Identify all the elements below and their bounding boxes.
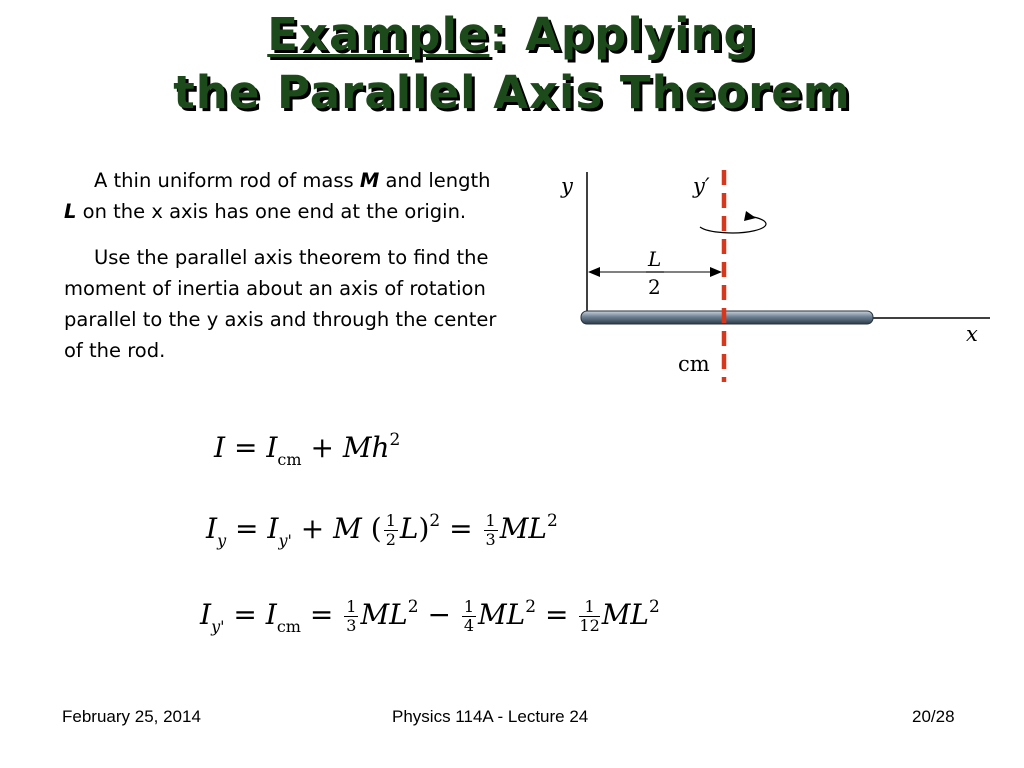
eq3-ML-1: ML (360, 598, 408, 631)
arrowhead-left-icon (588, 267, 600, 277)
footer-course: Physics 114A - Lecture 24 (392, 707, 589, 726)
problem-paragraph-2: Use the parallel axis theorem to find the moment of inertia about an axis of rotation parallel to the y axis and through the center of the rod. (64, 246, 497, 362)
cm-label: cm (678, 352, 710, 376)
eq2-y-subscript: y (217, 531, 227, 550)
eq2-fraction-third (484, 512, 498, 549)
eq2-plus: + (300, 512, 325, 545)
equation-iy-prime (200, 598, 660, 635)
eq1-exponent: 2 (389, 430, 401, 450)
rod-diagram (550, 160, 1000, 390)
eq3-ML-3: ML (601, 598, 650, 631)
footer-date: February 25, 2014 (62, 707, 201, 726)
eq2-M: M (333, 512, 362, 545)
eq3-frac2-den: 4 (463, 616, 475, 635)
eq2-frac1-den: 2 (385, 530, 396, 549)
mass-symbol: M (359, 169, 380, 192)
eq3-exponent-1: 2 (407, 597, 419, 617)
eq2-equals-1: = (235, 512, 259, 545)
para1-text-b: and length (379, 169, 491, 192)
problem-paragraph-1 (64, 165, 509, 227)
eq3-fraction-quarter (462, 598, 476, 635)
eq3-fraction-twelfth (579, 598, 599, 635)
eq3-frac3-den: 12 (579, 616, 600, 635)
title-example-word: Example (267, 8, 490, 61)
eq2-L: L (399, 512, 419, 545)
eq3-frac2-num: 1 (463, 597, 475, 616)
eq2-exponent-2: 2 (546, 511, 558, 531)
eq1-cm-subscript: cm (277, 450, 302, 469)
footer-page-number: 20/28 (912, 707, 955, 726)
length-symbol: L (64, 200, 77, 223)
eq2-frac1-num: 1 (385, 511, 396, 530)
equation-parallel-axis (214, 430, 401, 469)
eq3-frac3-num: 1 (579, 598, 599, 617)
eq3-equals-1: = (233, 598, 257, 631)
half-length-denominator: 2 (648, 275, 661, 299)
para1-text-a: A thin uniform rod of mass (94, 169, 360, 192)
eq3-cm-subscript: cm (276, 617, 301, 636)
eq2-frac2-den: 3 (485, 530, 496, 549)
eq3-fraction-third (344, 598, 358, 635)
title-line-1-rest: : Applying (489, 8, 757, 61)
arrowhead-right-icon (710, 267, 722, 277)
eq2-I2: I (267, 512, 279, 545)
y-prime-axis-label: y′ (693, 174, 710, 198)
rotation-arrow-icon (700, 216, 766, 233)
x-axis-label: x (966, 322, 978, 346)
eq3-frac1-num: 1 (346, 597, 357, 616)
eq2-fraction-half (384, 512, 398, 549)
eq2-right-paren: ) (418, 512, 430, 545)
eq3-yprime-subscript: y' (211, 617, 225, 636)
problem-text (64, 165, 509, 381)
rotation-arrowhead-icon (744, 211, 756, 221)
eq3-equals-3: = (545, 598, 569, 631)
eq2-equals-2: = (449, 512, 473, 545)
rod (581, 311, 873, 324)
eq3-exponent-3: 2 (649, 597, 660, 617)
eq2-ML: ML (499, 512, 547, 545)
equation-iy (206, 512, 558, 549)
eq1-Mh: Mh (342, 431, 390, 464)
eq2-yprime-subscript: y' (278, 531, 292, 550)
eq2-left-paren: ( (370, 512, 382, 545)
eq1-I: I (214, 431, 226, 464)
eq3-ML-2: ML (478, 598, 526, 631)
slide-title (0, 6, 1024, 122)
eq3-I2: I (265, 598, 277, 631)
title-line-1 (0, 6, 1024, 64)
eq2-frac2-num: 1 (485, 511, 496, 530)
y-axis-label: y (561, 174, 573, 198)
para1-text-c: on the x axis has one end at the origin. (76, 200, 467, 223)
eq2-exponent-1: 2 (429, 511, 441, 531)
eq1-Icm: I (266, 431, 278, 464)
eq1-plus: + (310, 431, 334, 464)
eq2-I: I (206, 512, 218, 545)
eq1-equals: = (233, 431, 258, 464)
eq3-I: I (200, 598, 212, 631)
title-line-2: the Parallel Axis Theorem (173, 66, 851, 119)
eq3-equals-2: = (309, 598, 334, 631)
eq3-frac1-den: 3 (346, 616, 357, 635)
eq3-minus: − (427, 598, 451, 631)
eq3-exponent-2: 2 (525, 597, 537, 617)
half-length-numerator: L (648, 247, 662, 271)
